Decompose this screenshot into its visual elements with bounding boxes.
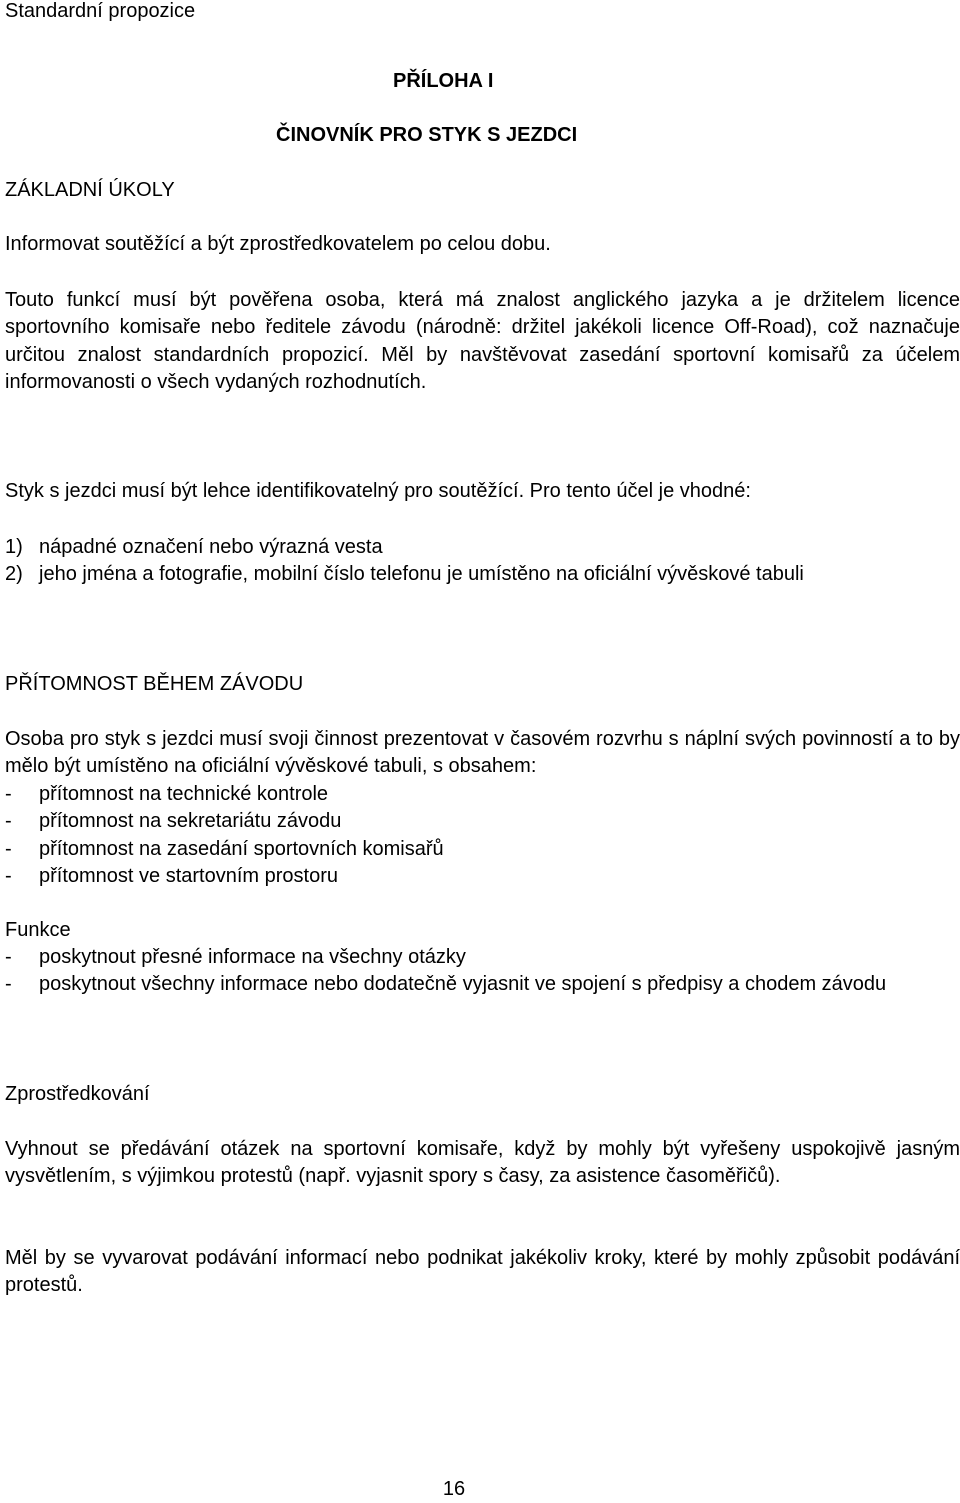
list-item-text: přítomnost na zasedání sportovních komisařů — [39, 837, 444, 860]
list-item — [5, 781, 960, 808]
mediation-paragraph-2: Měl by se vyvarovat podávání informací nebo podnikat jakékoliv kroky, které by mohly způsobit podávání protestů. — [5, 1247, 960, 1297]
list-item-text: jeho jména a fotografie, mobilní číslo telefonu je umístěno na oficiální vývěskové tabuli — [39, 563, 804, 586]
mediation-paragraph-1: Vyhnout se předávání otázek na sportovní komisaře, když by mohly být vyřešeny uspokojivě jasným vysvětlením, s výjimkou protestů (např. vyjasnit spory s časy, za asistence časoměřičů). — [5, 1138, 960, 1188]
list-item — [5, 808, 960, 835]
page-number: 16 — [442, 1478, 466, 1500]
basic-tasks-heading: ZÁKLADNÍ ÚKOLY — [5, 179, 175, 201]
list-item — [5, 561, 960, 588]
presence-intro: Osoba pro styk s jezdci musí svoji činnost prezentovat v časovém rozvrhu s náplní svých povinností a to by mělo být umístěno na oficiální vývěskové tabuli, s obsahem: — [5, 728, 960, 778]
list-marker: 1) — [5, 536, 23, 558]
list-item — [5, 863, 960, 890]
basic-tasks-intro: Informovat soutěžící a být zprostředkovatelem po celou dobu. — [5, 233, 551, 255]
list-item-text: přítomnost ve startovním prostoru — [39, 865, 339, 888]
list-item — [5, 944, 960, 971]
annex-label: PŘÍLOHA I — [393, 70, 494, 92]
list-marker: - — [5, 946, 12, 968]
requirements-paragraph: Touto funkcí musí být pověřena osoba, která má znalost anglického jazyka a je držitelem licence sportovního komisaře nebo ředitele závodu (národně: držitel jakékoli licence Off-Road), což naznačuje určitou znalost standardních propozicí. Měl by navštěvovat zasedání sportovní komisařů za účelem informovanosti o všech vydaných rozhodnutích. — [5, 289, 960, 394]
list-item-text: poskytnout přesné informace na všechny otázky — [39, 946, 466, 968]
list-marker: - — [5, 837, 12, 860]
list-item — [5, 971, 960, 998]
function-heading: Funkce — [5, 919, 71, 941]
list-item-text: nápadné označení nebo výrazná vesta — [39, 536, 383, 558]
list-marker: - — [5, 783, 12, 805]
list-marker: - — [5, 865, 12, 888]
running-header: Standardní propozice — [5, 0, 196, 22]
presence-heading: PŘÍTOMNOST BĚHEM ZÁVODU — [5, 673, 304, 695]
list-item-text: poskytnout všechny informace nebo dodatečně vyjasnit ve spojení s předpisy a chodem závodu — [39, 973, 887, 996]
function-list — [5, 944, 960, 999]
annex-title: ČINOVNÍK PRO STYK S JEZDCI — [276, 124, 578, 146]
presence-list — [5, 781, 960, 891]
list-item-text: přítomnost na technické kontrole — [39, 783, 329, 805]
list-item-text: přítomnost na sekretariátu závodu — [39, 810, 342, 833]
list-item — [5, 836, 960, 863]
list-item — [5, 534, 960, 561]
list-marker: - — [5, 810, 12, 833]
list-marker: - — [5, 973, 12, 996]
identification-list — [5, 534, 960, 589]
identification-intro: Styk s jezdci musí být lehce identifikovatelný pro soutěžící. Pro tento účel je vhodné: — [5, 480, 751, 502]
list-marker: 2) — [5, 563, 23, 586]
mediation-heading: Zprostředkování — [5, 1083, 150, 1105]
